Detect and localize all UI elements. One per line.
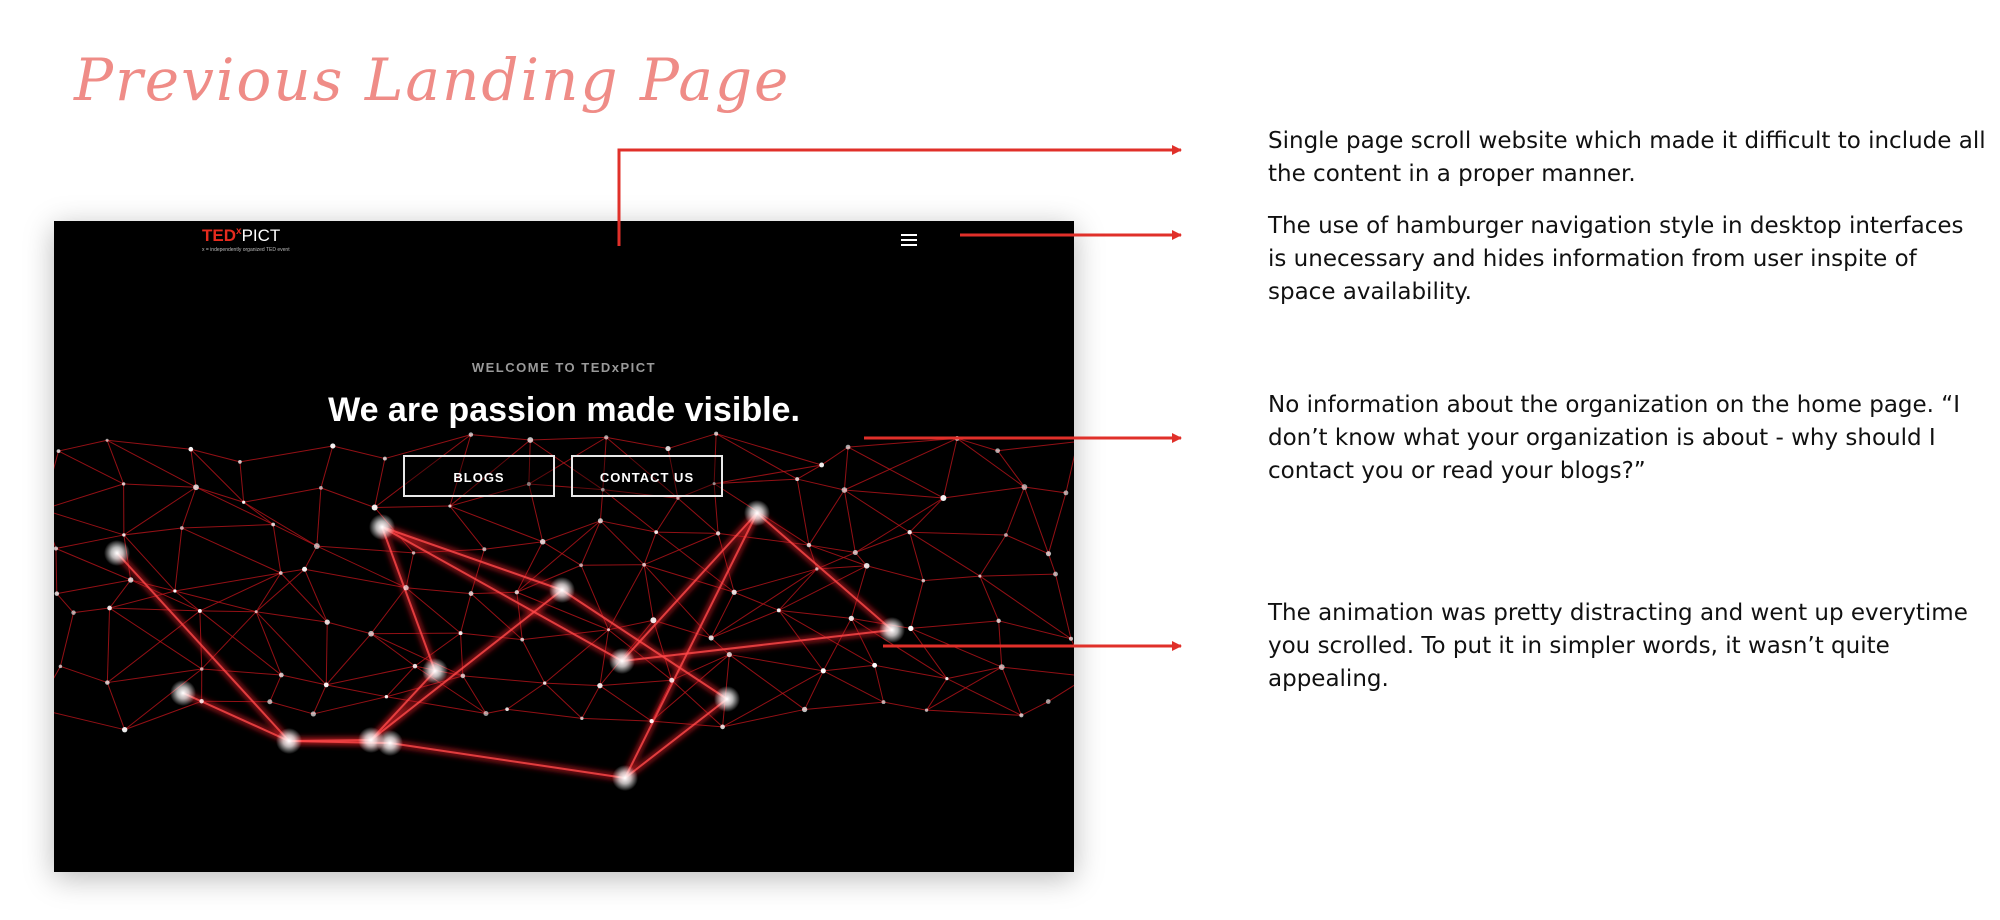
logo-tagline: x = independently organized TED event <box>202 247 290 253</box>
page-title: Previous Landing Page <box>74 46 791 114</box>
blogs-button[interactable]: BLOGS <box>403 455 555 497</box>
logo-x: x <box>236 226 242 237</box>
note-single-page-scroll: Single page scroll website which made it difficult to include all the content in a proper manner. <box>1268 128 1986 187</box>
landing-page-screenshot <box>54 221 1074 872</box>
note-distracting-animation: The animation was pretty distracting and went up everytime you scrolled. To put it in simpler words, it wasn’t quite appealing. <box>1268 600 1968 692</box>
red-network-animation <box>54 221 1074 872</box>
note-hamburger-navigation: The use of hamburger navigation style in desktop interfaces is unecessary and hides information from user inspite of space availability. <box>1268 213 1964 305</box>
hamburger-menu-icon[interactable] <box>901 231 917 247</box>
hero-headline: We are passion made visible. <box>328 391 800 429</box>
logo-ted: TED <box>202 226 236 245</box>
welcome-text: WELCOME TO TEDxPICT <box>471 360 657 375</box>
contact-us-button[interactable]: CONTACT US <box>571 455 723 497</box>
logo-pict: PICT <box>241 226 281 245</box>
tedxpict-logo[interactable] <box>202 226 290 253</box>
note-missing-organization-info: No information about the organization on the home page. “I don’t know what your organization is about - why should I contact you or read your blogs?” <box>1268 392 1960 484</box>
